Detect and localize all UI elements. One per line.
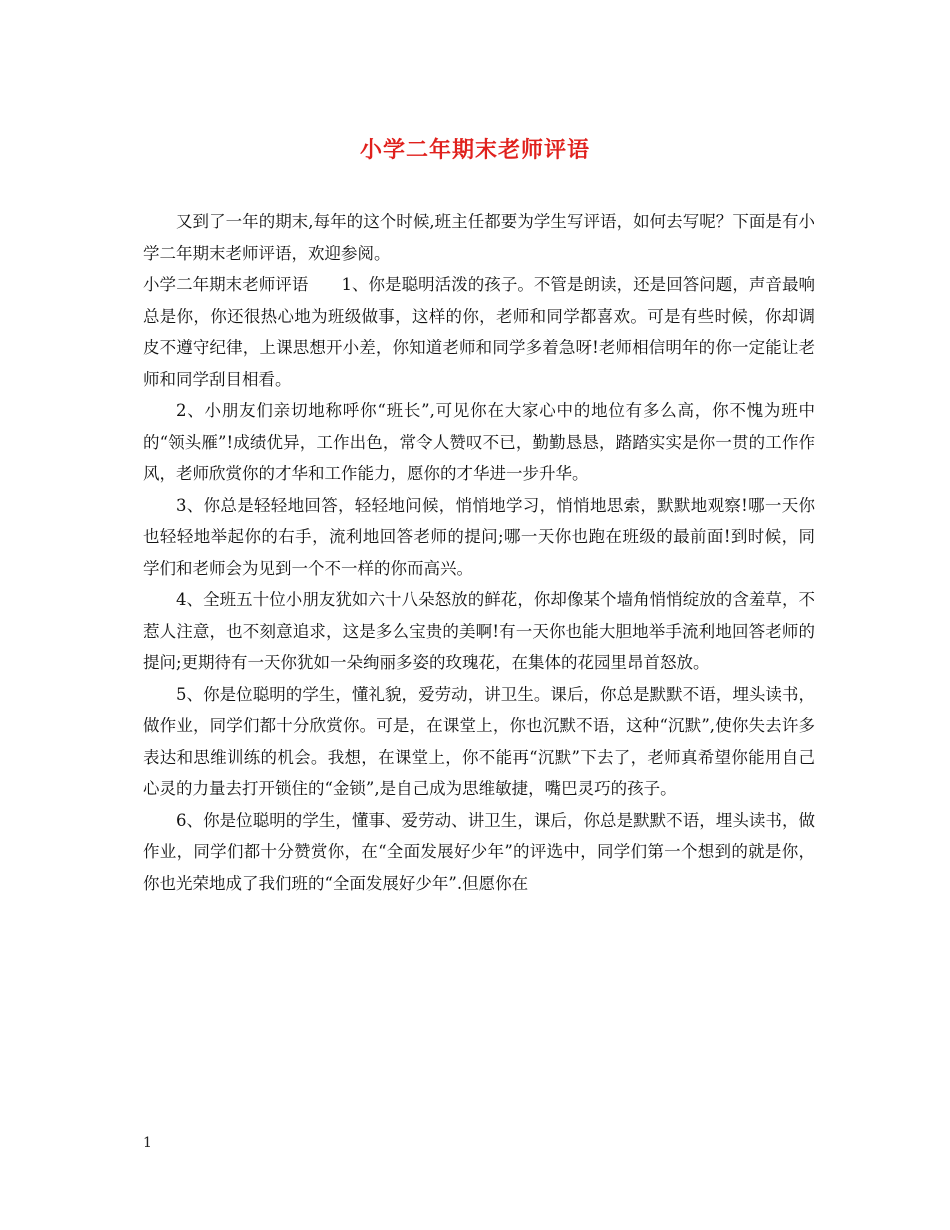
page-title: 小学二年期末老师评语 [359,137,590,163]
paragraph-6: 6、你是位聪明的学生，懂事、爱劳动、讲卫生，课后，你总是默默不语，埋头读书，做作业，同学们都十分赞赏你，在“全面发展好少年”的评选中，同学们第一个想到的就是你，你也光荣地成了我们班的“全面发展好少年”.但愿你在 [143,810,815,893]
paragraph-2: 2、小朋友们亲切地称呼你“班长”,可见你在大家心中的地位有多么高，你不愧为班中的“领头雁”!成绩优异，工作出色，常令人赞叹不已，勤勤恳恳，踏踏实实是你一贯的工作作风，老师欣赏你的才华和工作能力，愿你的才华进一步升华。 [143,401,815,483]
paragraph-1: 小学二年期末老师评语 1、你是聪明活泼的孩子。不管是朗读，还是回答问题，声音最响总是你，你还很热心地为班级做事，这样的你，老师和同学都喜欢。可是有些时候，你却调皮不遵守纪律，上课思想开小差，你知道老师和同学多着急呀!老师相信明年的你一定能让老师和同学刮目相看。 [143,275,815,389]
intro-paragraph: 又到了一年的期末,每年的这个时候,班主任都要为学生写评语，如何去写呢？下面是有小学二年期末老师评语，欢迎参阅。 [143,212,815,263]
paragraph-5: 5、你是位聪明的学生，懂礼貌，爱劳动，讲卫生。课后，你总是默默不语，埋头读书，做作业，同学们都十分欣赏你。可是，在课堂上，你也沉默不语，这种“沉默”,使你失去许多表达和思维训练的机会。我想，在课堂上，你不能再“沉默”下去了，老师真希望你能用自己心灵的力量去打开锁住的“金锁”,是自己成为思维敏捷，嘴巴灵巧的孩子。 [143,684,815,798]
document-body [143,206,815,899]
paragraph-3: 3、你总是轻轻地回答，轻轻地问候，悄悄地学习，悄悄地思索，默默地观察!哪一天你也轻轻地举起你的右手，流利地回答老师的提问;哪一天你也跑在班级的最前面!到时候，同学们和老师会为见到一个不一样的你而高兴。 [143,495,815,578]
page-number: 1 [143,1135,152,1151]
paragraph-4: 4、全班五十位小朋友犹如六十八朵怒放的鲜花，你却像某个墙角悄悄绽放的含羞草，不惹人注意，也不刻意追求，这是多么宝贵的美啊!有一天你也能大胆地举手流利地回答老师的提问;更期待有一天你犹如一朵绚丽多姿的玫瑰花，在集体的花园里昂首怒放。 [143,590,815,672]
